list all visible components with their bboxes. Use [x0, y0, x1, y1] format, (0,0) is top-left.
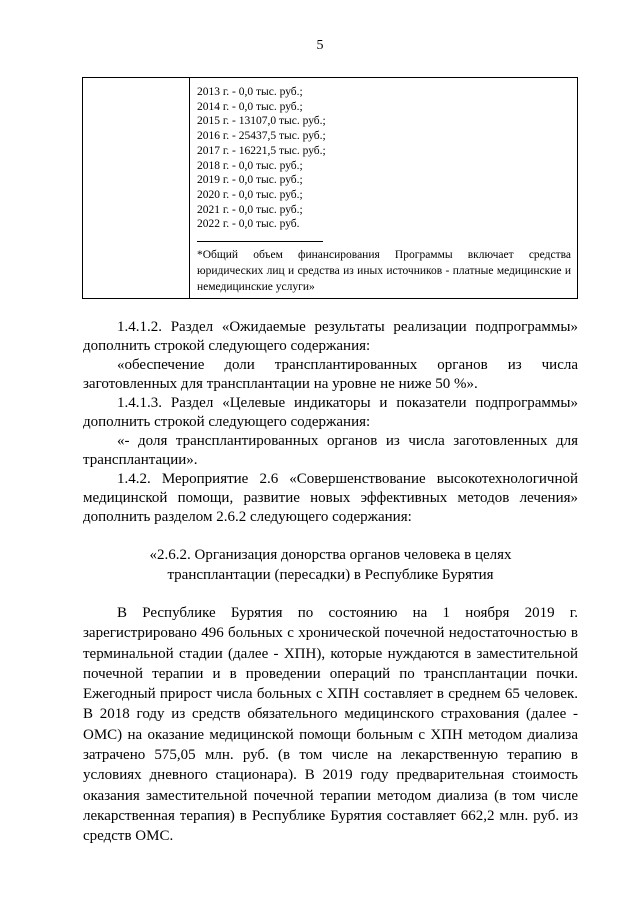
financing-year-line: 2018 г. - 0,0 тыс. руб.;: [197, 159, 303, 172]
section-body: [83, 603, 578, 847]
financing-table: [82, 77, 578, 299]
section-heading-line-2: трансплантации (пересадки) в Республике Бурятия: [167, 566, 494, 583]
footnote-divider: [197, 241, 323, 242]
financing-year-line: 2021 г. - 0,0 тыс. руб.;: [197, 203, 303, 216]
page-number: 5: [316, 38, 324, 53]
financing-year-line: 2020 г. - 0,0 тыс. руб.;: [197, 188, 303, 201]
financing-year-line: 2016 г. - 25437,5 тыс. руб.;: [197, 130, 326, 143]
financing-year-line: 2015 г. - 13107,0 тыс. руб.;: [197, 115, 326, 128]
paragraph-quote-2: «- доля трансплантированных органов из числа заготовленных для трансплантации».: [83, 433, 578, 468]
section-heading-line-1: «2.6.2. Организация донорства органов человека в целях: [149, 547, 512, 563]
body-paragraph: В Республике Бурятия по состоянию на 1 ноября 2019 г. зарегистрировано 496 больных с хронической почечной недостаточностью в терминальной стадии (далее - ХПН), которые нуждаются в заместительной почечной терапии и в проведении операций по трансплантации почки. Ежегодный прирост числа больных с ХПН составляет в среднем 65 человек. В 2018 году из средств обязательного медицинского страхования (далее - ОМС) на оказание медицинской помощи больным с ХПН методом диализа затрачено 575,05 млн. руб. (в том числе на лекарственную терапию в условиях дневного стационара). В 2019 году предварительная стоимость оказания заместительной почечной терапии методом диализа (в том числе лекарственная терапия) в Республике Бурятия составляет 662,2 млн. руб. из средств ОМС.: [83, 605, 578, 845]
financing-year-line: 2017 г. - 16221,5 тыс. руб.;: [197, 144, 326, 157]
amendment-paragraphs: [83, 318, 578, 527]
paragraph-1-4-1-2: 1.4.1.2. Раздел «Ожидаемые результаты реализации подпрограммы» дополнить строкой следующего содержания:: [83, 319, 578, 354]
financing-year-line: 2022 г. - 0,0 тыс. руб.: [197, 218, 300, 231]
paragraph-1-4-1-3: 1.4.1.3. Раздел «Целевые индикаторы и показатели подпрограммы» дополнить строкой следующего содержания:: [83, 395, 578, 430]
paragraph-1-4-2: 1.4.2. Мероприятие 2.6 «Совершенствование высокотехнологичной медицинской помощи, развитие новых эффективных методов лечения» дополнить разделом 2.6.2 следующего содержания:: [83, 471, 578, 525]
financing-table-left-cell: [83, 78, 190, 298]
financing-year-line: 2013 г. - 0,0 тыс. руб.;: [197, 86, 303, 98]
section-heading: [83, 546, 578, 585]
financing-year-line: 2019 г. - 0,0 тыс. руб.;: [197, 174, 303, 187]
paragraph-quote-1: «обеспечение доли трансплантированных органов из числа заготовленных для трансплантации на уровне не ниже 50 %».: [83, 357, 578, 392]
financing-year-line: 2014 г. - 0,0 тыс. руб.;: [197, 100, 303, 113]
financing-footnote: *Общий объем финансирования Программы включает средства юридических лиц и средства из иных источников - платные медицинские и немедицинские услуги»: [197, 249, 571, 294]
financing-table-right-cell: [197, 85, 571, 295]
